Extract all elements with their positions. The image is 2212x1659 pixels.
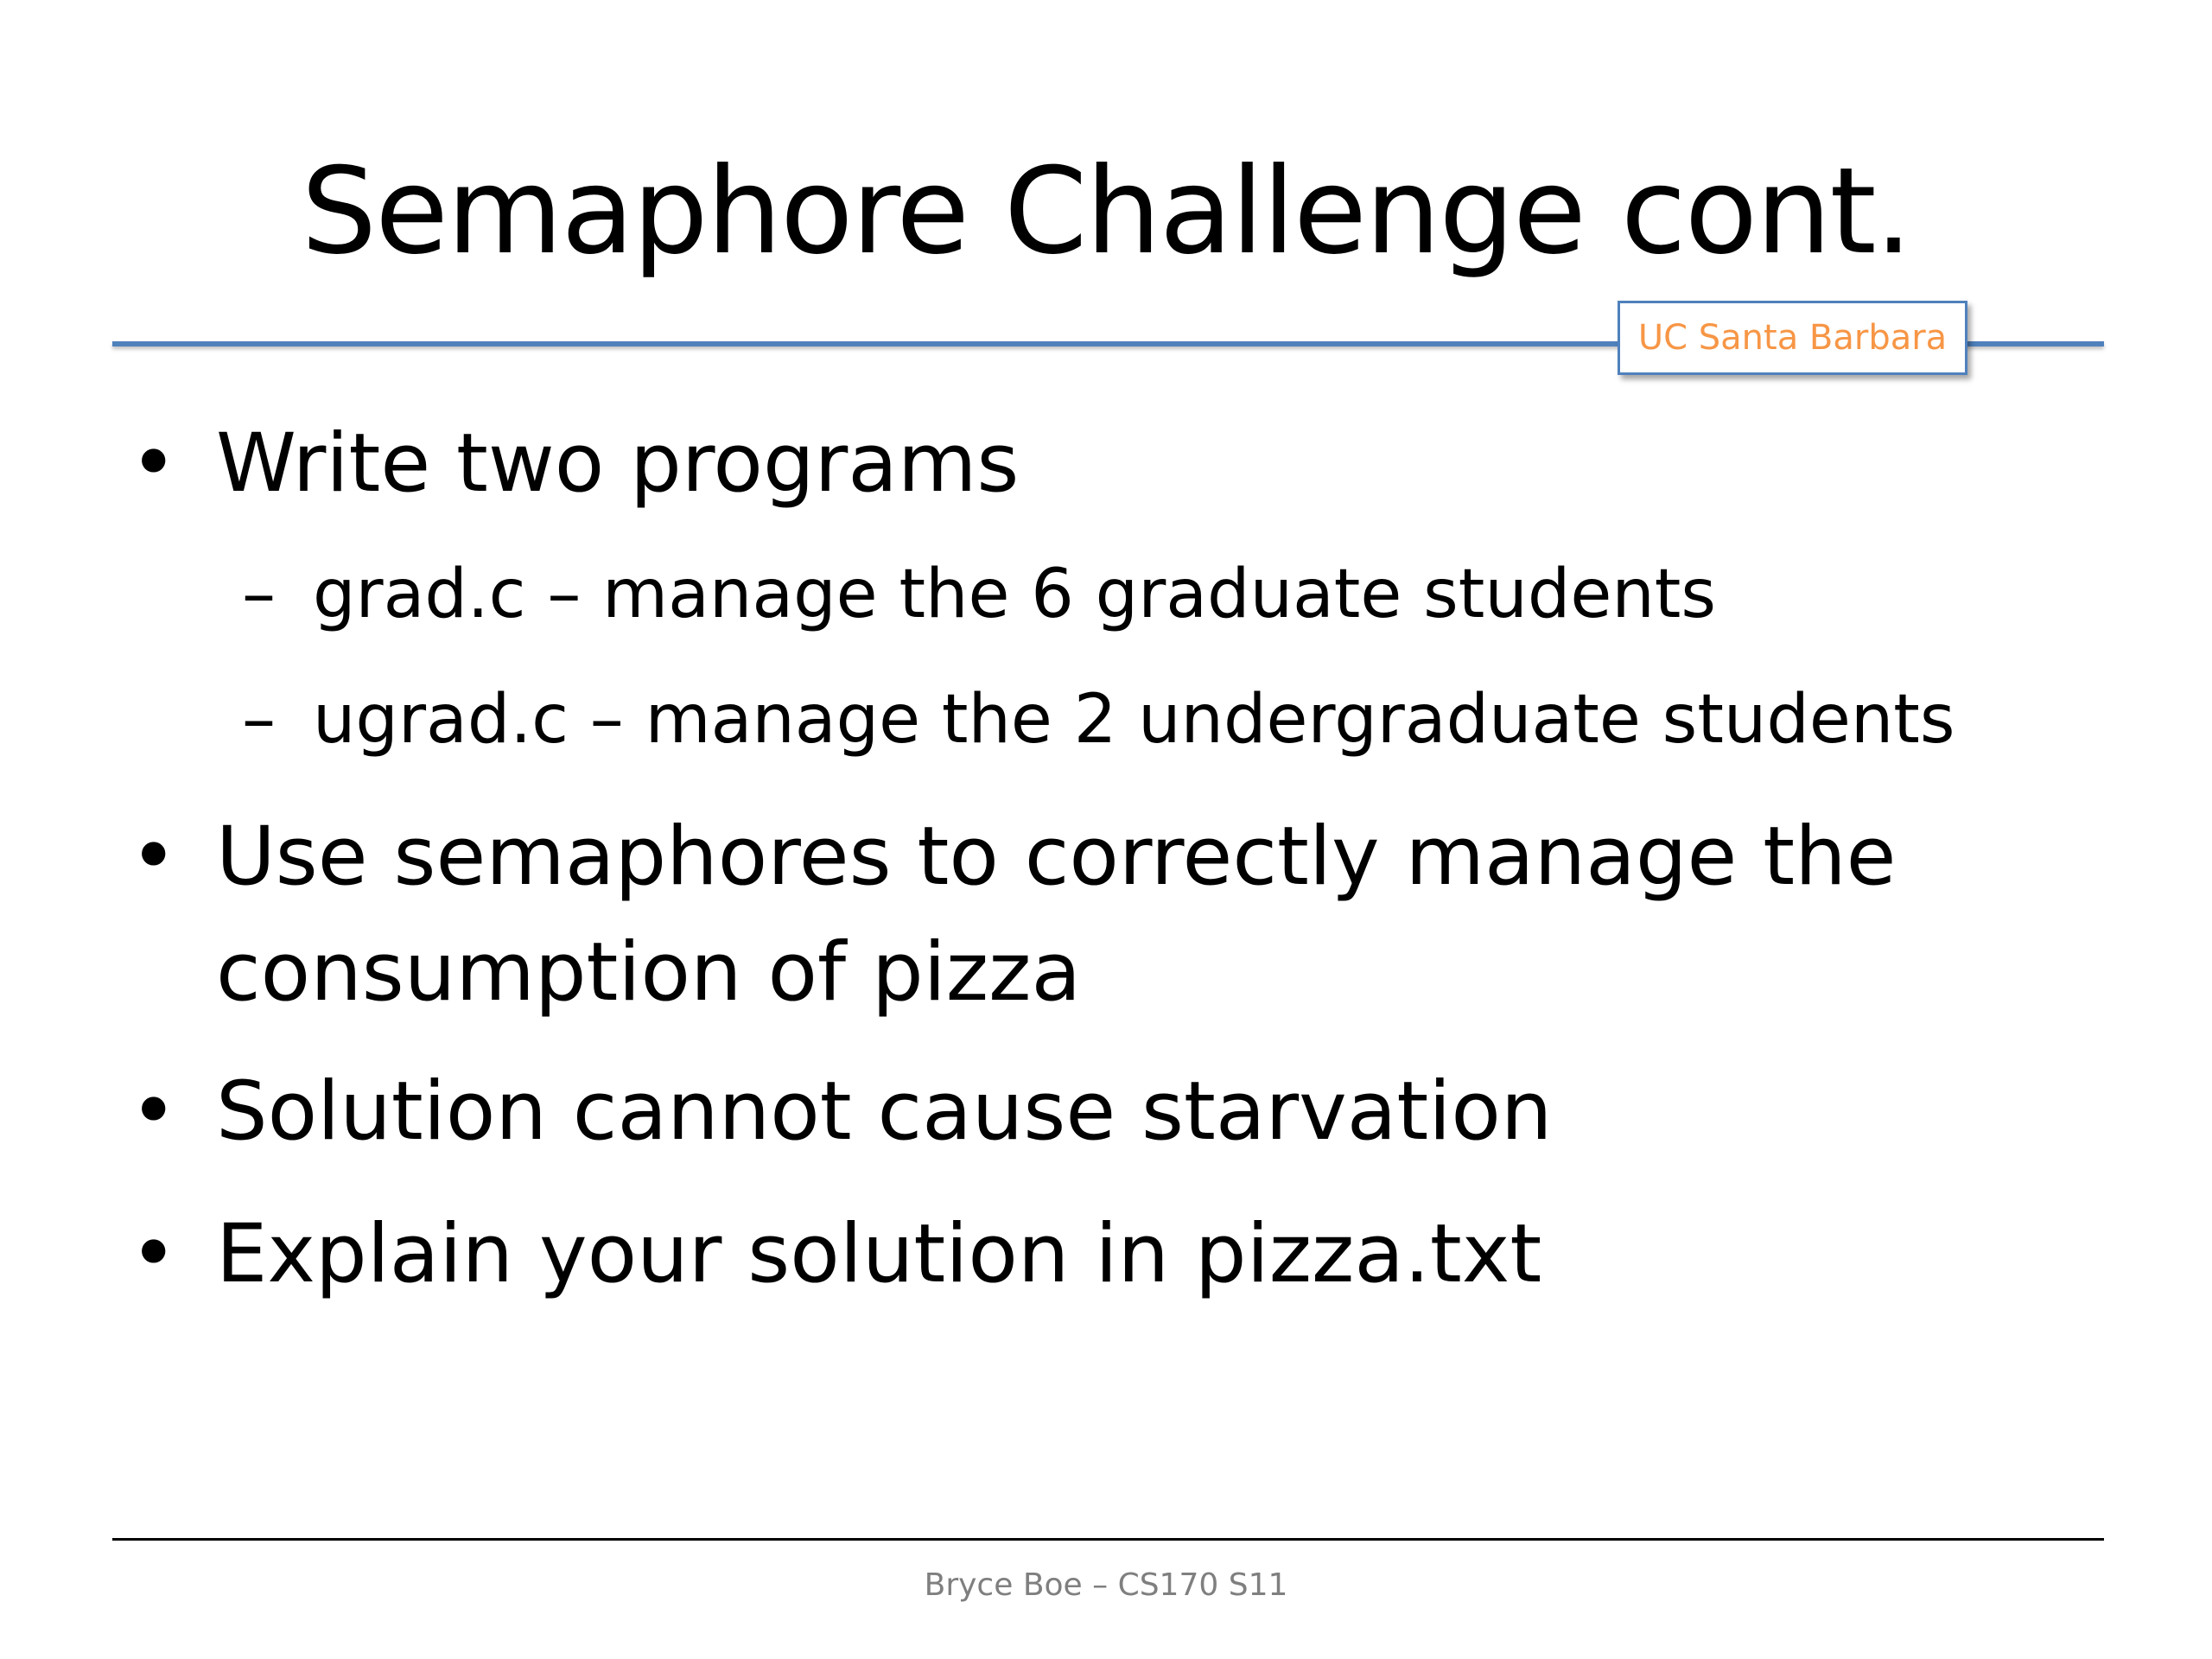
footer-divider — [112, 1538, 2104, 1541]
slide-title: Semaphore Challenge cont. — [301, 142, 1911, 281]
bullet-text: Use semaphores to correctly manage the — [216, 810, 1897, 904]
sub-bullet-marker: – — [242, 681, 276, 759]
footer-text: Bryce Boe – CS170 S11 — [924, 1567, 1288, 1603]
sub-bullet-marker: – — [242, 556, 276, 633]
bullet-marker: • — [130, 416, 178, 511]
bullet-marker: • — [130, 810, 178, 904]
bullet-item — [130, 799, 1897, 1031]
bullet-marker: • — [130, 1207, 178, 1301]
sub-bullet-item — [242, 547, 1716, 642]
sub-bullet-item — [242, 672, 1955, 767]
sub-bullet-text: ugrad.c – manage the 2 undergraduate students — [313, 681, 1955, 759]
bullet-marker: • — [130, 1065, 178, 1159]
bullet-text: Explain your solution in pizza.txt — [216, 1207, 1542, 1301]
bullet-text: Solution cannot cause starvation — [216, 1065, 1553, 1159]
bullet-item — [130, 1197, 1541, 1313]
bullet-item — [130, 406, 1019, 522]
institution-badge: UC Santa Barbara — [1618, 301, 1967, 375]
bullet-text-continued: consumption of pizza — [216, 925, 1082, 1020]
bullet-item — [130, 1054, 1552, 1170]
bullet-text: Write two programs — [216, 416, 1020, 511]
sub-bullet-text: grad.c – manage the 6 graduate students — [313, 556, 1716, 633]
